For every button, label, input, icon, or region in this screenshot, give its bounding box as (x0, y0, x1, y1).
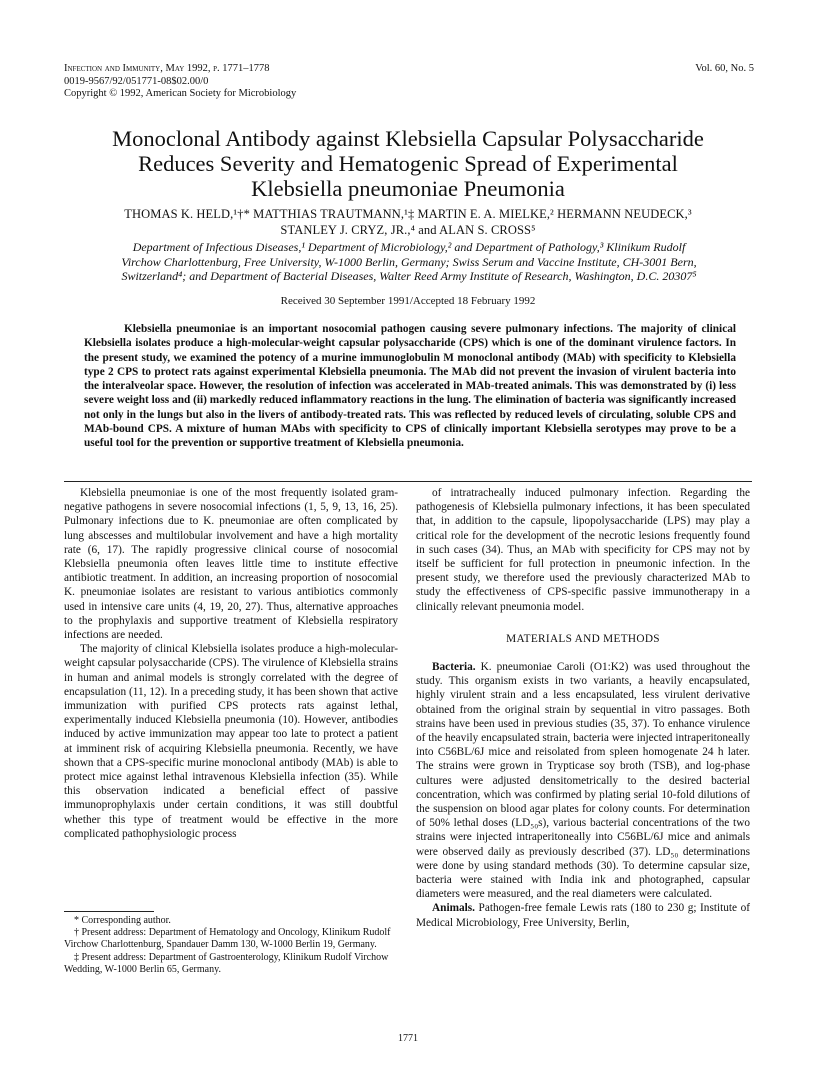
journal-header (64, 63, 484, 101)
animals-text: Pathogen-free female Lewis rats (180 to 230 g; Institute of Medical Microbiology, Free University, Berlin, (416, 902, 751, 929)
received-dates: Received 30 September 1991/Accepted 18 February 1992 (280, 295, 536, 307)
abstract: Klebsiella pneumoniae is an important nosocomial pathogen causing severe pulmonary infections. The majority of clinical Klebsiella isolates produce a high-molecular-weight capsular polysaccharide (CPS) which is one of the dominant virulence factors. In the present study, we examined the potency of a murine immunoglobulin M monoclonal antibody (MAb) with specificity to Klebsiella type 2 CPS to protect rats against experimental Klebsiella pneumonia. The MAb did not prevent the invasion of virulent bacteria into the interalveolar space. However, the resolution of infection was accelerated in MAb-treated animals. This was demonstrated by (i) less severe weight loss and (ii) markedly reduced inflammatory reactions in the lung. The elimination of bacteria was significantly increased not only in the lungs but also in the livers of antibody-treated rats. This was reflected by reduced levels of circulating, soluble CPS and MAb-bound CPS. A mixture of human MAbs with specificity to CPS of clinically important Klebsiella serotypes may prove to be a useful tool for the prevention or supportive treatment of Klebsiella pneumonia. (84, 323, 736, 450)
title-line-2: Reduces Severity and Hematogenic Spread of Experimental (138, 151, 678, 176)
affiliation-line-1: Department of Infectious Diseases,¹ Department of Microbiology,² and Department of Pathology,³ Klinikum Rudolf (132, 240, 686, 254)
footnote-double-dagger: ‡ Present address: Department of Gastroenterology, Klinikum Rudolf Virchow Wedding, W-1000 Berlin 65, Germany. (64, 951, 389, 975)
author-list (40, 207, 776, 238)
title-line-1: Monoclonal Antibody against Klebsiella Capsular Polysaccharide (112, 126, 704, 151)
copyright-line: Copyright © 1992, American Society for Microbiology (64, 88, 297, 99)
page-number: 1771 (398, 1033, 418, 1044)
intro-paragraph-3: of intratracheally induced pulmonary infection. Regarding the pathogenesis of Klebsiella pulmonary infections, it has been speculated that, in addition to the capsule, lipopolysaccharide (LPS) may play a critical role for the development of the necrotic lesions frequently found in such cases (34). Thus, an MAb with specificity for CPS may not by itself be sufficient for full protection in pneumonic infection. In the present study, we therefore used the previously characterized MAb to study the effectiveness of CPS-specific passive immunotherapy in a clinically relevant pneumonia model. (416, 487, 750, 613)
affiliation-line-3: Switzerland⁴; and Department of Bacterial Diseases, Walter Reed Army Institute of Research, Washington, D.C. 20307⁵ (121, 269, 697, 283)
article-title (40, 126, 776, 201)
footnote-rule (64, 911, 154, 912)
animals-paragraph (416, 901, 750, 929)
animals-label: Animals. (432, 902, 475, 915)
section-divider (64, 481, 752, 482)
journal-citation: Infection and Immunity, May 1992, p. 1771–1778 (64, 63, 270, 74)
footnote-dagger: † Present address: Department of Hematology and Oncology, Klinikum Rudolf Virchow Charlottenburg, Spandauer Damm 130, W-1000 Berlin 19, Germany. (64, 927, 391, 951)
authors-line-1: THOMAS K. HELD,¹†* MATTHIAS TRAUTMANN,¹‡ MARTIN E. A. MIELKE,² HERMANN NEUDECK,³ (124, 207, 692, 221)
affiliations (64, 240, 754, 284)
bacteria-label: Bacteria. (432, 661, 476, 674)
issn-code: 0019-9567/92/051771-08$02.00/0 (64, 75, 209, 87)
title-line-3: Klebsiella pneumoniae Pneumonia (251, 176, 565, 201)
volume-issue: Vol. 60, No. 5 (695, 63, 754, 74)
footnotes (64, 911, 398, 976)
section-heading: MATERIALS AND METHODS (506, 632, 660, 645)
right-column (416, 486, 750, 930)
intro-paragraph-2: The majority of clinical Klebsiella isolates produce a high-molecular-weight capsular polysaccharide (CPS). The virulence of Klebsiella strains in human and animal models is strongly correlated with the degree of encapsulation (11, 12). In a preceding study, it has been shown that active immunization with purified CPS protects rats against lethal, experimentally induced Klebsiella pneumonia (10). However, antibodies induced by active immunization may appear too late to protect a patient at imminent risk of acquiring Klebsiella pneumonia. Recently, we have shown that a CPS-specific murine monoclonal antibody (MAb) is able to protect mice against lethal intravenous Klebsiella infection (35). While this observation indicated a beneficial effect of passive immunoprophylaxis under certain conditions, it was still doubtful whether this type of treatment would be effective in the more complicated pathophysiologic process (64, 643, 398, 840)
bacteria-text: K. pneumoniae Caroli (O1:K2) was used throughout the study. This organism exists in two variants, a heavily encapsulated, highly virulent strain and a less encapsulated, less virulent derivative obtained from the original strain by sequential in vitro passages. Both strains have been used in previous studies (35, 37). To enhance virulence of the heavily encapsulated strain, bacteria were injected intraperitoneally into C56BL/6J mice and reisolated from spleen homogenate 24 h later. The strains were grown in Trypticase soy broth (TSB), and log-phase cultures were adjusted densitometrically to the desired bacterial concentration, which was confirmed by plating serial 10-fold dilutions of the suspension on blood agar plates for colony counts. For determination of 50% lethal doses (LD₅₀s), various bacterial concentrations of the two strains were injected intraperitoneally into C56BL/6J mice and animals were observed daily as previously described (37). LD₅₀ determinations were done by using standard methods (30). To determine capsular size, bacteria were stained with India ink and photographed, capsular diameters were measured, and the real diameters were calculated. (416, 661, 750, 901)
intro-paragraph-1: Klebsiella pneumoniae is one of the most frequently isolated gram-negative pathogens in severe nosocomial infections (1, 5, 9, 13, 16, 25). Pulmonary infections due to K. pneumoniae are often complicated by lung abscesses and multilobular involvement and have a high mortality rate (6, 17). The rapidly progressive clinical course of nosocomial Klebsiella pneumonia often leaves little time to institute effective antibiotic treatment. In addition, an increasing proportion of nosocomial K. pneumoniae isolates are resistant to various antibiotics commonly used in intensive care units (4, 19, 20, 27). Thus, alternative approaches to the prophylaxis and supportive treatment of Klebsiella respiratory infections are needed. (64, 487, 398, 642)
left-column (64, 486, 398, 841)
footnote-corresponding: * Corresponding author. (74, 915, 171, 926)
bacteria-paragraph (416, 660, 750, 901)
authors-line-2: STANLEY J. CRYZ, JR.,⁴ and ALAN S. CROSS⁵ (280, 222, 536, 237)
affiliation-line-2: Virchow Charlottenburg, Free University, W-1000 Berlin, Germany; Swiss Serum and Vaccine Institute, CH-3001 Bern, (121, 254, 697, 269)
